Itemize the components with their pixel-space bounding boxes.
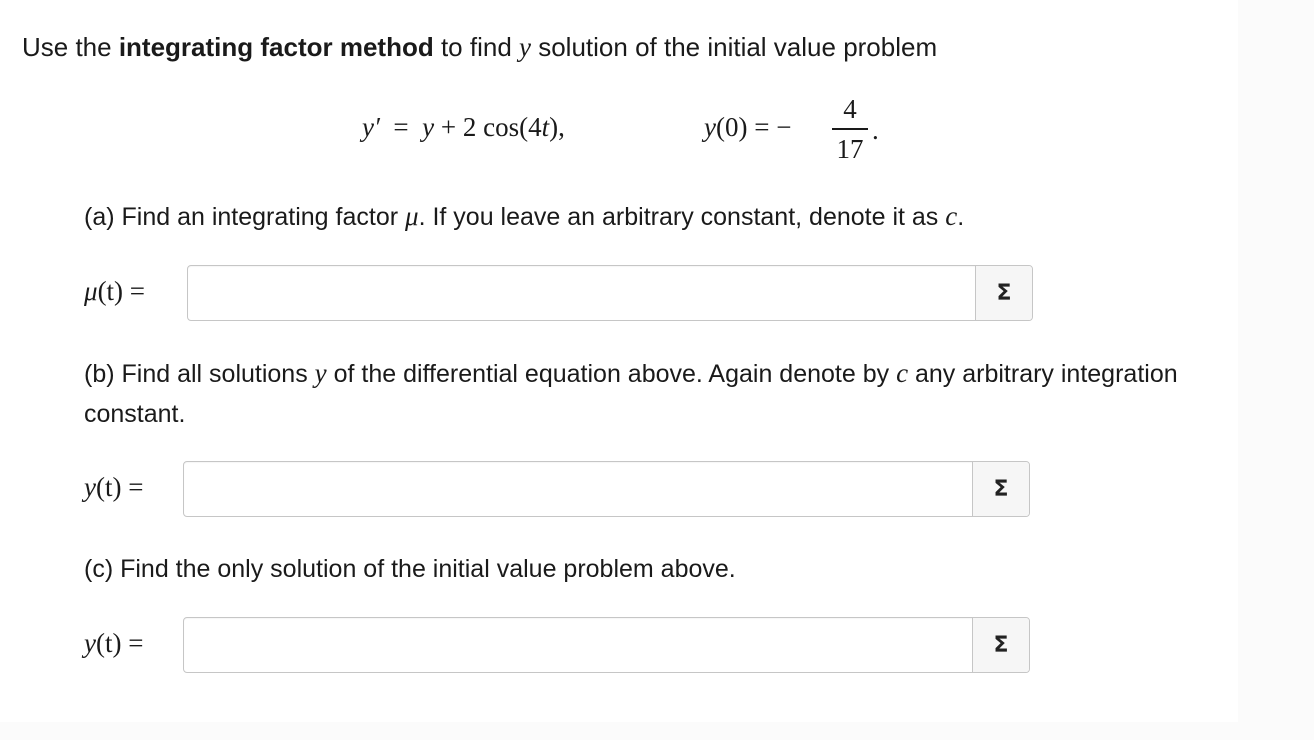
part-a-const: c [945, 201, 958, 231]
part-b-label-arg: (t) [95, 472, 122, 502]
eq-rhs-t: t [541, 112, 550, 142]
problem-intro [22, 32, 937, 63]
fraction-bar [832, 128, 868, 130]
part-b-label-eq: = [121, 472, 144, 502]
ic-equals: = − [754, 112, 792, 142]
part-a-answer-input[interactable] [188, 266, 975, 320]
intro-bold: integrating factor method [118, 32, 434, 62]
part-a-prompt [84, 196, 1204, 237]
part-c-text-1: (c) Find the only solution of the initial value problem above. [84, 555, 736, 583]
part-b-prompt [84, 353, 1204, 434]
part-c-label [84, 628, 143, 659]
fraction-numerator: 4 [843, 94, 857, 124]
part-c-equation-editor-button[interactable] [972, 618, 1029, 672]
intro-prefix: Use the [22, 32, 119, 62]
sigma-icon: Σ [996, 280, 1012, 306]
part-c-answer-input[interactable] [184, 618, 972, 672]
part-a-label [84, 276, 145, 307]
initial-value-fraction [830, 93, 870, 165]
part-b-equation-editor-button[interactable] [972, 462, 1029, 516]
eq-rhs-var: y [422, 112, 435, 142]
part-c-label-var: y [84, 628, 96, 658]
part-c-prompt [84, 549, 1204, 589]
part-a-text-2: . If you leave an arbitrary constant, denote it as [418, 203, 946, 231]
part-b-text-2: of the differential equation above. Again denote by [326, 360, 897, 388]
differential-equation [362, 112, 565, 192]
part-a-symbol: μ [405, 201, 419, 231]
eq-rhs-end: ), [549, 112, 565, 142]
part-a-label-var: μ [84, 276, 98, 306]
ic-var: y [704, 112, 716, 142]
bottom-margin [0, 722, 1314, 740]
ic-arg: (0) [715, 112, 748, 142]
part-b-answer-input[interactable] [184, 462, 972, 516]
sigma-icon: Σ [993, 632, 1009, 658]
eq-equals: = [393, 112, 409, 142]
part-b-text-3: any arbitrary integration constant. [84, 360, 1178, 428]
eq-rhs-rest: + 2 cos(4 [434, 112, 542, 142]
part-b-answer-box [183, 461, 1030, 517]
part-a-label-arg: (t) [97, 276, 124, 306]
part-a-answer-box [187, 265, 1033, 321]
part-c-label-arg: (t) [95, 628, 122, 658]
fraction-dot: . [872, 115, 879, 145]
part-a-text-1: (a) Find an integrating factor [84, 203, 405, 231]
part-b-label [84, 472, 143, 503]
part-c-answer-box [183, 617, 1030, 673]
right-margin [1238, 0, 1314, 740]
part-b-symbol: y [314, 358, 327, 388]
fraction-denominator: 17 [836, 134, 864, 164]
part-b-text-1: (b) Find all solutions [84, 360, 315, 388]
intro-suffix: solution of the initial value problem [531, 32, 938, 62]
intro-var: y [519, 32, 531, 62]
initial-condition [704, 112, 791, 192]
part-a-equation-editor-button[interactable] [975, 266, 1032, 320]
eq-lhs: y′ [362, 112, 380, 142]
intro-mid: to find [433, 32, 520, 62]
part-a-label-eq: = [123, 276, 146, 306]
part-c-label-eq: = [121, 628, 144, 658]
part-a-text-3: . [957, 203, 965, 231]
part-b-label-var: y [84, 472, 96, 502]
sigma-icon: Σ [993, 476, 1009, 502]
part-b-const: c [896, 358, 909, 388]
